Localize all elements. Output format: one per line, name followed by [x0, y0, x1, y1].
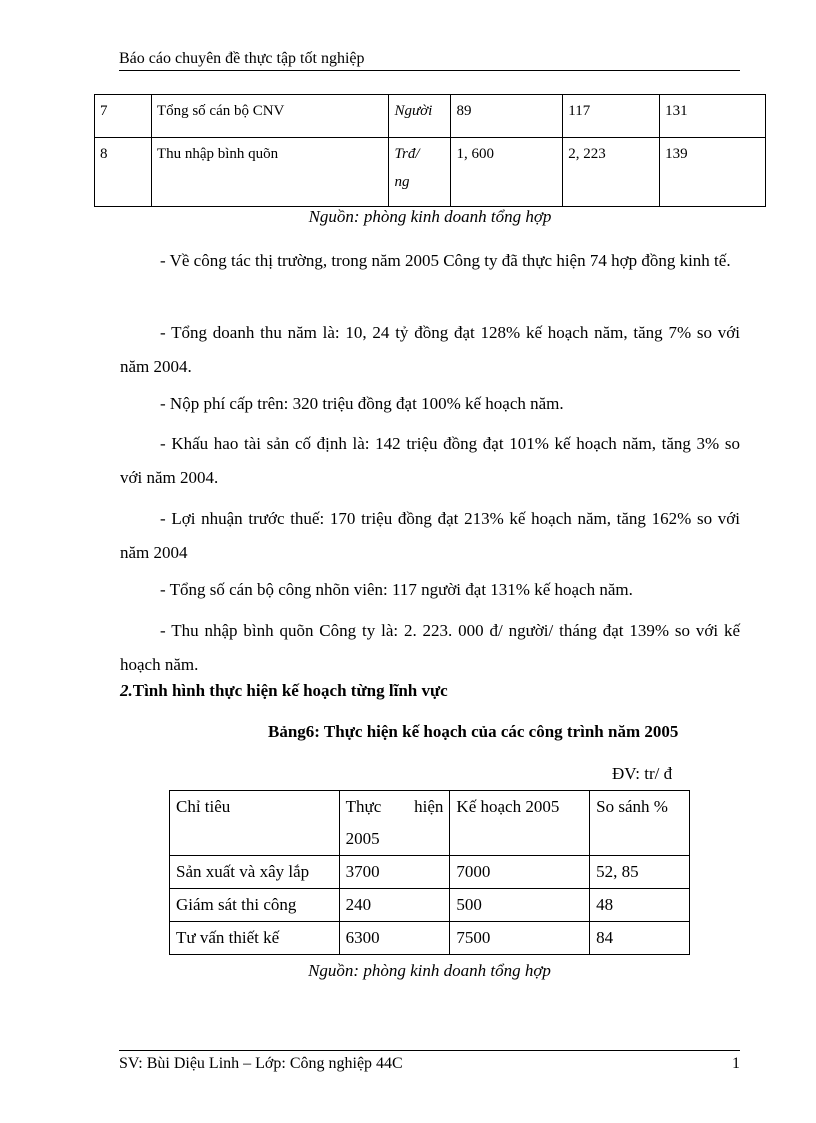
cell-item: Sản xuất và xây lắp	[170, 856, 340, 889]
header-cell: So sánh %	[590, 791, 690, 856]
cell-unit	[389, 138, 451, 207]
page-footer	[119, 1050, 740, 1073]
table-row	[95, 138, 766, 207]
cell-value: 84	[590, 922, 690, 955]
cell-value: 52, 85	[590, 856, 690, 889]
cell-value: 48	[590, 889, 690, 922]
page-number: 1	[732, 1055, 740, 1072]
cell-value: 2, 223	[563, 138, 660, 207]
footer-author: SV: Bùi Diệu Linh – Lớp: Công nghiệp 44C	[119, 1055, 403, 1072]
cell-item: Thu nhập bình quõn	[151, 138, 389, 207]
cell-value: 117	[563, 95, 660, 138]
cell-no: 7	[95, 95, 152, 138]
paragraph: - Về công tác thị trường, trong năm 2005 Công ty đã thực hiện 74 hợp đồng kinh tế.	[160, 251, 731, 270]
header-cell: Chỉ tiêu	[170, 791, 340, 856]
cell-unit-line1: Trđ/	[394, 146, 420, 162]
cell-value: 1, 600	[451, 138, 563, 207]
table-source-note: Nguồn: phòng kinh doanh tổng hợp	[308, 961, 551, 980]
cell-item: Tư vấn thiết kế	[170, 922, 340, 955]
table-row	[170, 889, 690, 922]
paragraph: - Tổng số cán bộ công nhõn viên: 117 người đạt 131% kế hoạch năm.	[160, 580, 633, 599]
table-header-row	[170, 791, 690, 856]
cell-value: 139	[660, 138, 766, 207]
cell-item: Tổng số cán bộ CNV	[151, 95, 389, 138]
cell-value: 3700	[339, 856, 450, 889]
paragraph: - Nộp phí cấp trên: 320 triệu đồng đạt 100% kế hoạch năm.	[160, 394, 564, 413]
header-cell: Kế hoạch 2005	[450, 791, 590, 856]
table-row	[170, 922, 690, 955]
cell-value: 7000	[450, 856, 590, 889]
table-staff-income	[94, 94, 766, 207]
cell-unit-line2: ng	[394, 174, 410, 190]
cell-value: 6300	[339, 922, 450, 955]
cell-unit: Người	[389, 95, 451, 138]
paragraph: - Lợi nhuận trước thuế: 170 triệu đồng đạt 213% kế hoạch năm, tăng 162% so với năm 2004	[120, 509, 740, 562]
paragraph: - Khấu hao tài sản cố định là: 142 triệu đồng đạt 101% kế hoạch năm, tăng 3% so với năm 2004.	[120, 434, 740, 487]
cell-no: 8	[95, 138, 152, 207]
header-cell: Thực hiện 2005	[339, 791, 450, 856]
section-title: Tình hình thực hiện kế hoạch từng lĩnh vực	[132, 681, 448, 700]
table-source-note: Nguồn: phòng kinh doanh tổng hợp	[308, 207, 552, 226]
page-header: Báo cáo chuyên đề thực tập tốt nghiệp	[119, 50, 740, 71]
cell-value: 500	[450, 889, 590, 922]
paragraph: - Tổng doanh thu năm là: 10, 24 tỷ đồng đạt 128% kế hoạch năm, tăng 7% so với năm 2004.	[120, 323, 740, 376]
cell-item: Giám sát thi công	[170, 889, 340, 922]
cell-value: 240	[339, 889, 450, 922]
unit-note: ĐV: tr/ đ	[612, 764, 673, 783]
cell-value: 7500	[450, 922, 590, 955]
table-caption: Bảng6: Thực hiện kế hoạch của các công trình năm 2005	[268, 722, 679, 741]
section-heading	[120, 681, 448, 701]
table-plan-performance	[169, 790, 690, 955]
table-row	[170, 856, 690, 889]
cell-value: 131	[660, 95, 766, 138]
paragraph: - Thu nhập bình quõn Công ty là: 2. 223. 000 đ/ người/ tháng đạt 139% so với kế hoạch năm.	[120, 621, 740, 674]
table-row	[95, 95, 766, 138]
section-number: 2.	[120, 681, 133, 700]
cell-value: 89	[451, 95, 563, 138]
